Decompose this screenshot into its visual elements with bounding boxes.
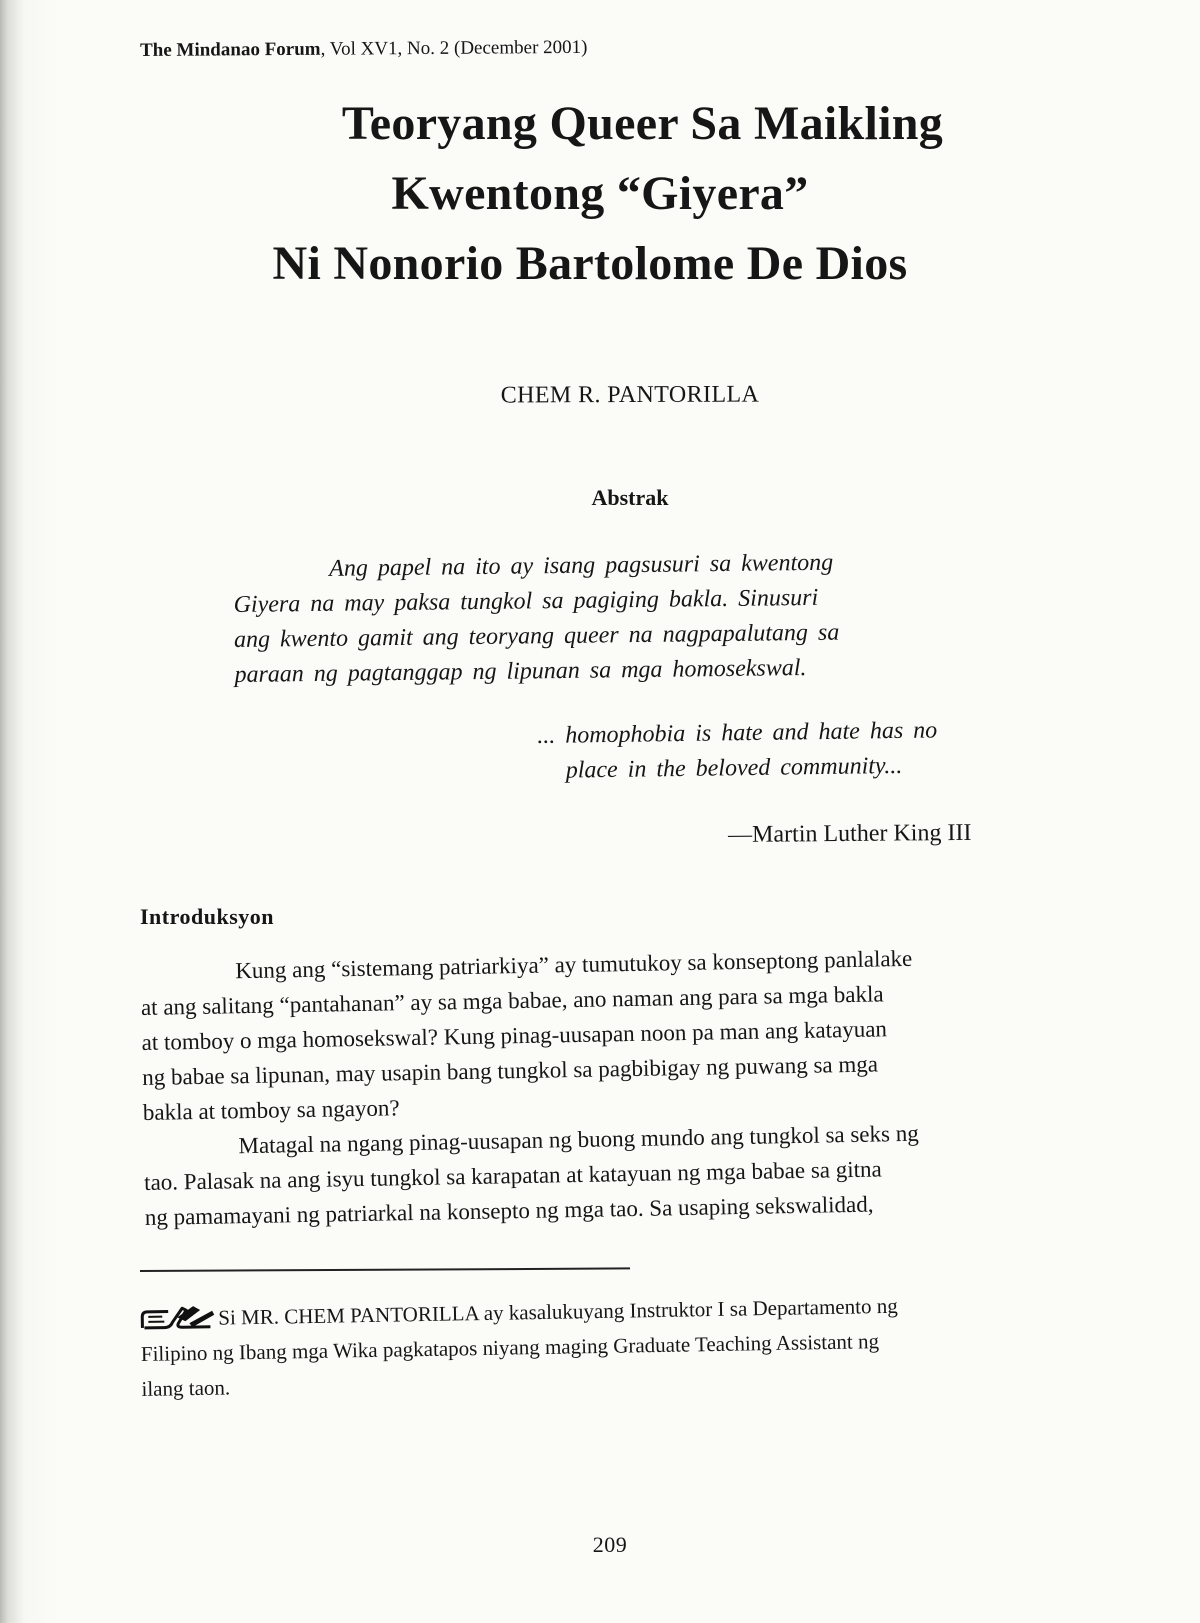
footnote-text: Si MR. CHEM PANTORILLA ay kasalukuyang Instruktor I sa Departamento ng [218,1293,898,1330]
abstract-line: ang kwento gamit ang teoryang queer na nagpapalutang sa [233,619,840,653]
abstract-line: paraan ng pagtanggap ng lipunan sa mga homosekswal. [234,655,807,688]
body-line: at ang salitang “pantahanan” ay sa mga babae, ano naman ang para sa mga bakla [140,981,884,1020]
page-number: 209 [592,1532,628,1557]
author-name: CHEM R. PANTORILLA [500,381,760,409]
body-line: at tomboy o mga homosekswal? Kung pinag-uusapan noon pa man ang katayuan [141,1016,888,1055]
footnote-divider [140,1267,630,1272]
author-footnote [140,1285,1122,1407]
body-line: Kung ang “sistemang patriarkiya” ay tumutukoy sa konseptong panlalake [235,945,913,984]
title-line: Teoryang Queer Sa Maikling [341,97,944,150]
abstract-line: Ang papel na ito ay isang pagsusuri sa kwentong [329,549,834,582]
abstract-text [233,543,1035,693]
introduction-text [140,937,1125,1235]
epigraph-attribution: —Martin Luther King III [728,819,972,848]
body-line: ng pamamayani ng patriarkal na konsepto ng mga tao. Sa usaping sekswalidad, [144,1191,874,1230]
introduction-heading: Introduksyon [140,904,274,929]
title-line: Ni Nonorio Bartolome De Dios [272,237,908,290]
footnote-line: ilang taon. [141,1375,231,1401]
footnote-line: Filipino ng Ibang mga Wika pagkatapos niyang maging Graduate Teaching Assistant ng [140,1329,880,1366]
epigraph-line: ... homophobia is hate and hate has no [537,717,938,749]
writing-hand-icon [140,1303,217,1334]
running-header [140,37,588,62]
journal-issue: , Vol XV1, No. 2 (December 2001) [320,36,588,60]
journal-name: The Mindanao Forum [140,38,321,61]
body-line: tao. Palasak na ang isyu tungkol sa karapatan at katayuan ng mga babae sa gitna [143,1156,882,1195]
abstract-heading: Abstrak [591,485,669,510]
abstract-line: Giyera na may paksa tungkol sa pagiging bakla. Sinusuri [233,584,819,618]
epigraph [537,712,1058,789]
body-line: Matagal na ngang pinag-uusapan ng buong mundo ang tungkol sa seks ng [238,1120,919,1159]
body-line: ng babae sa lipunan, may usapin bang tungkol sa pagbibigay ng puwang sa mga [142,1051,879,1090]
body-line: bakla at tomboy sa ngayon? [142,1095,400,1125]
title-line: Kwentong “Giyera” [391,167,809,220]
epigraph-line: place in the beloved community... [565,752,903,784]
article-title [0,89,1200,299]
